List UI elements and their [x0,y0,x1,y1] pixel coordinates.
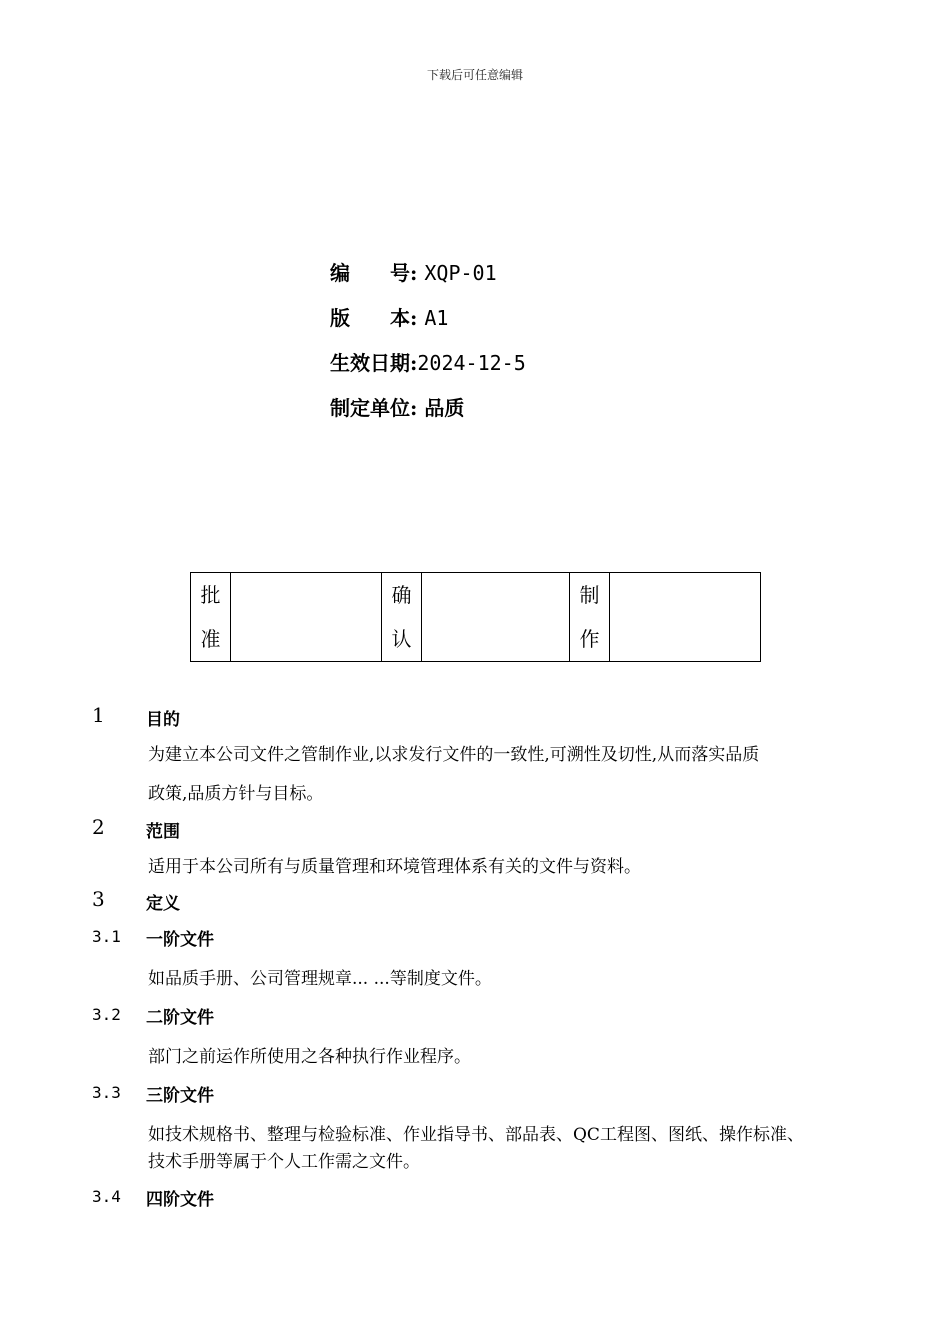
version-label: 版 本 [330,306,410,330]
section-3-3-title: 三阶文件 [146,1086,214,1106]
effective-date-label: 生效日期 [330,351,410,375]
effective-date-value: 2024-12-5 [417,351,526,375]
make-label-char-2: 作 [579,627,600,651]
make-signature-cell[interactable] [610,573,761,662]
doc-number-label: 编 号 [330,261,410,285]
section-3-2-text-line-1: 部门之前运作所使用之各种执行作业程序。 [148,1047,471,1067]
section-1-text-line-2: 政策,品质方针与目标。 [148,784,324,804]
section-1-title: 目的 [146,710,180,730]
section-3-2-number: 3.2 [92,1005,121,1024]
section-2-title: 范围 [146,822,180,842]
section-3-4-number: 3.4 [92,1187,121,1206]
effective-date-row [330,347,526,376]
issuing-unit-row [330,392,464,421]
approve-label-cell [191,573,231,662]
section-2-number: 2 [92,815,105,839]
version-row [330,302,448,331]
doc-number-sep: : [410,261,418,285]
section-3-4-title: 四阶文件 [146,1190,214,1210]
confirm-signature-cell[interactable] [422,573,570,662]
confirm-label-char-1: 确 [391,583,412,607]
section-1-number: 1 [92,703,105,727]
issuing-unit-label: 制定单位 [330,396,410,420]
make-label-char-1: 制 [579,583,600,607]
confirm-label-cell [382,573,422,662]
section-3-1-number: 3.1 [92,927,121,946]
version-sep: : [410,306,418,330]
doc-number-row [330,257,497,286]
section-3-2-title: 二阶文件 [146,1008,214,1028]
issuing-unit-sep: : [410,396,418,420]
section-3-3-text-line-1: 如技术规格书、整理与检验标准、作业指导书、部品表、QC工程图、图纸、操作标准、 [148,1125,804,1145]
section-3-title: 定义 [146,894,180,914]
issuing-unit-value: 品质 [424,396,465,420]
section-1-text-line-1: 为建立本公司文件之管制作业,以求发行文件的一致性,可溯性及切性,从而落实品质 [148,745,760,765]
signature-table [190,572,761,662]
version-value: A1 [424,306,449,330]
section-3-1-title: 一阶文件 [146,930,214,950]
make-label-cell [570,573,610,662]
approve-label-char-2: 准 [200,627,221,651]
header-note: 下载后可任意编辑 [426,68,523,82]
effective-date-sep: : [410,351,418,375]
confirm-label-char-2: 认 [391,627,412,651]
section-2-text-line-1: 适用于本公司所有与质量管理和环境管理体系有关的文件与资料。 [148,857,641,877]
section-3-1-text-line-1: 如品质手册、公司管理规章... ...等制度文件。 [148,969,492,989]
approve-label-char-1: 批 [200,583,221,607]
section-3-3-number: 3.3 [92,1083,121,1102]
doc-number-value: XQP-01 [424,261,497,285]
approve-signature-cell[interactable] [231,573,382,662]
section-3-number: 3 [92,887,105,911]
section-3-3-text-line-2: 技术手册等属于个人工作需之文件。 [148,1152,420,1172]
